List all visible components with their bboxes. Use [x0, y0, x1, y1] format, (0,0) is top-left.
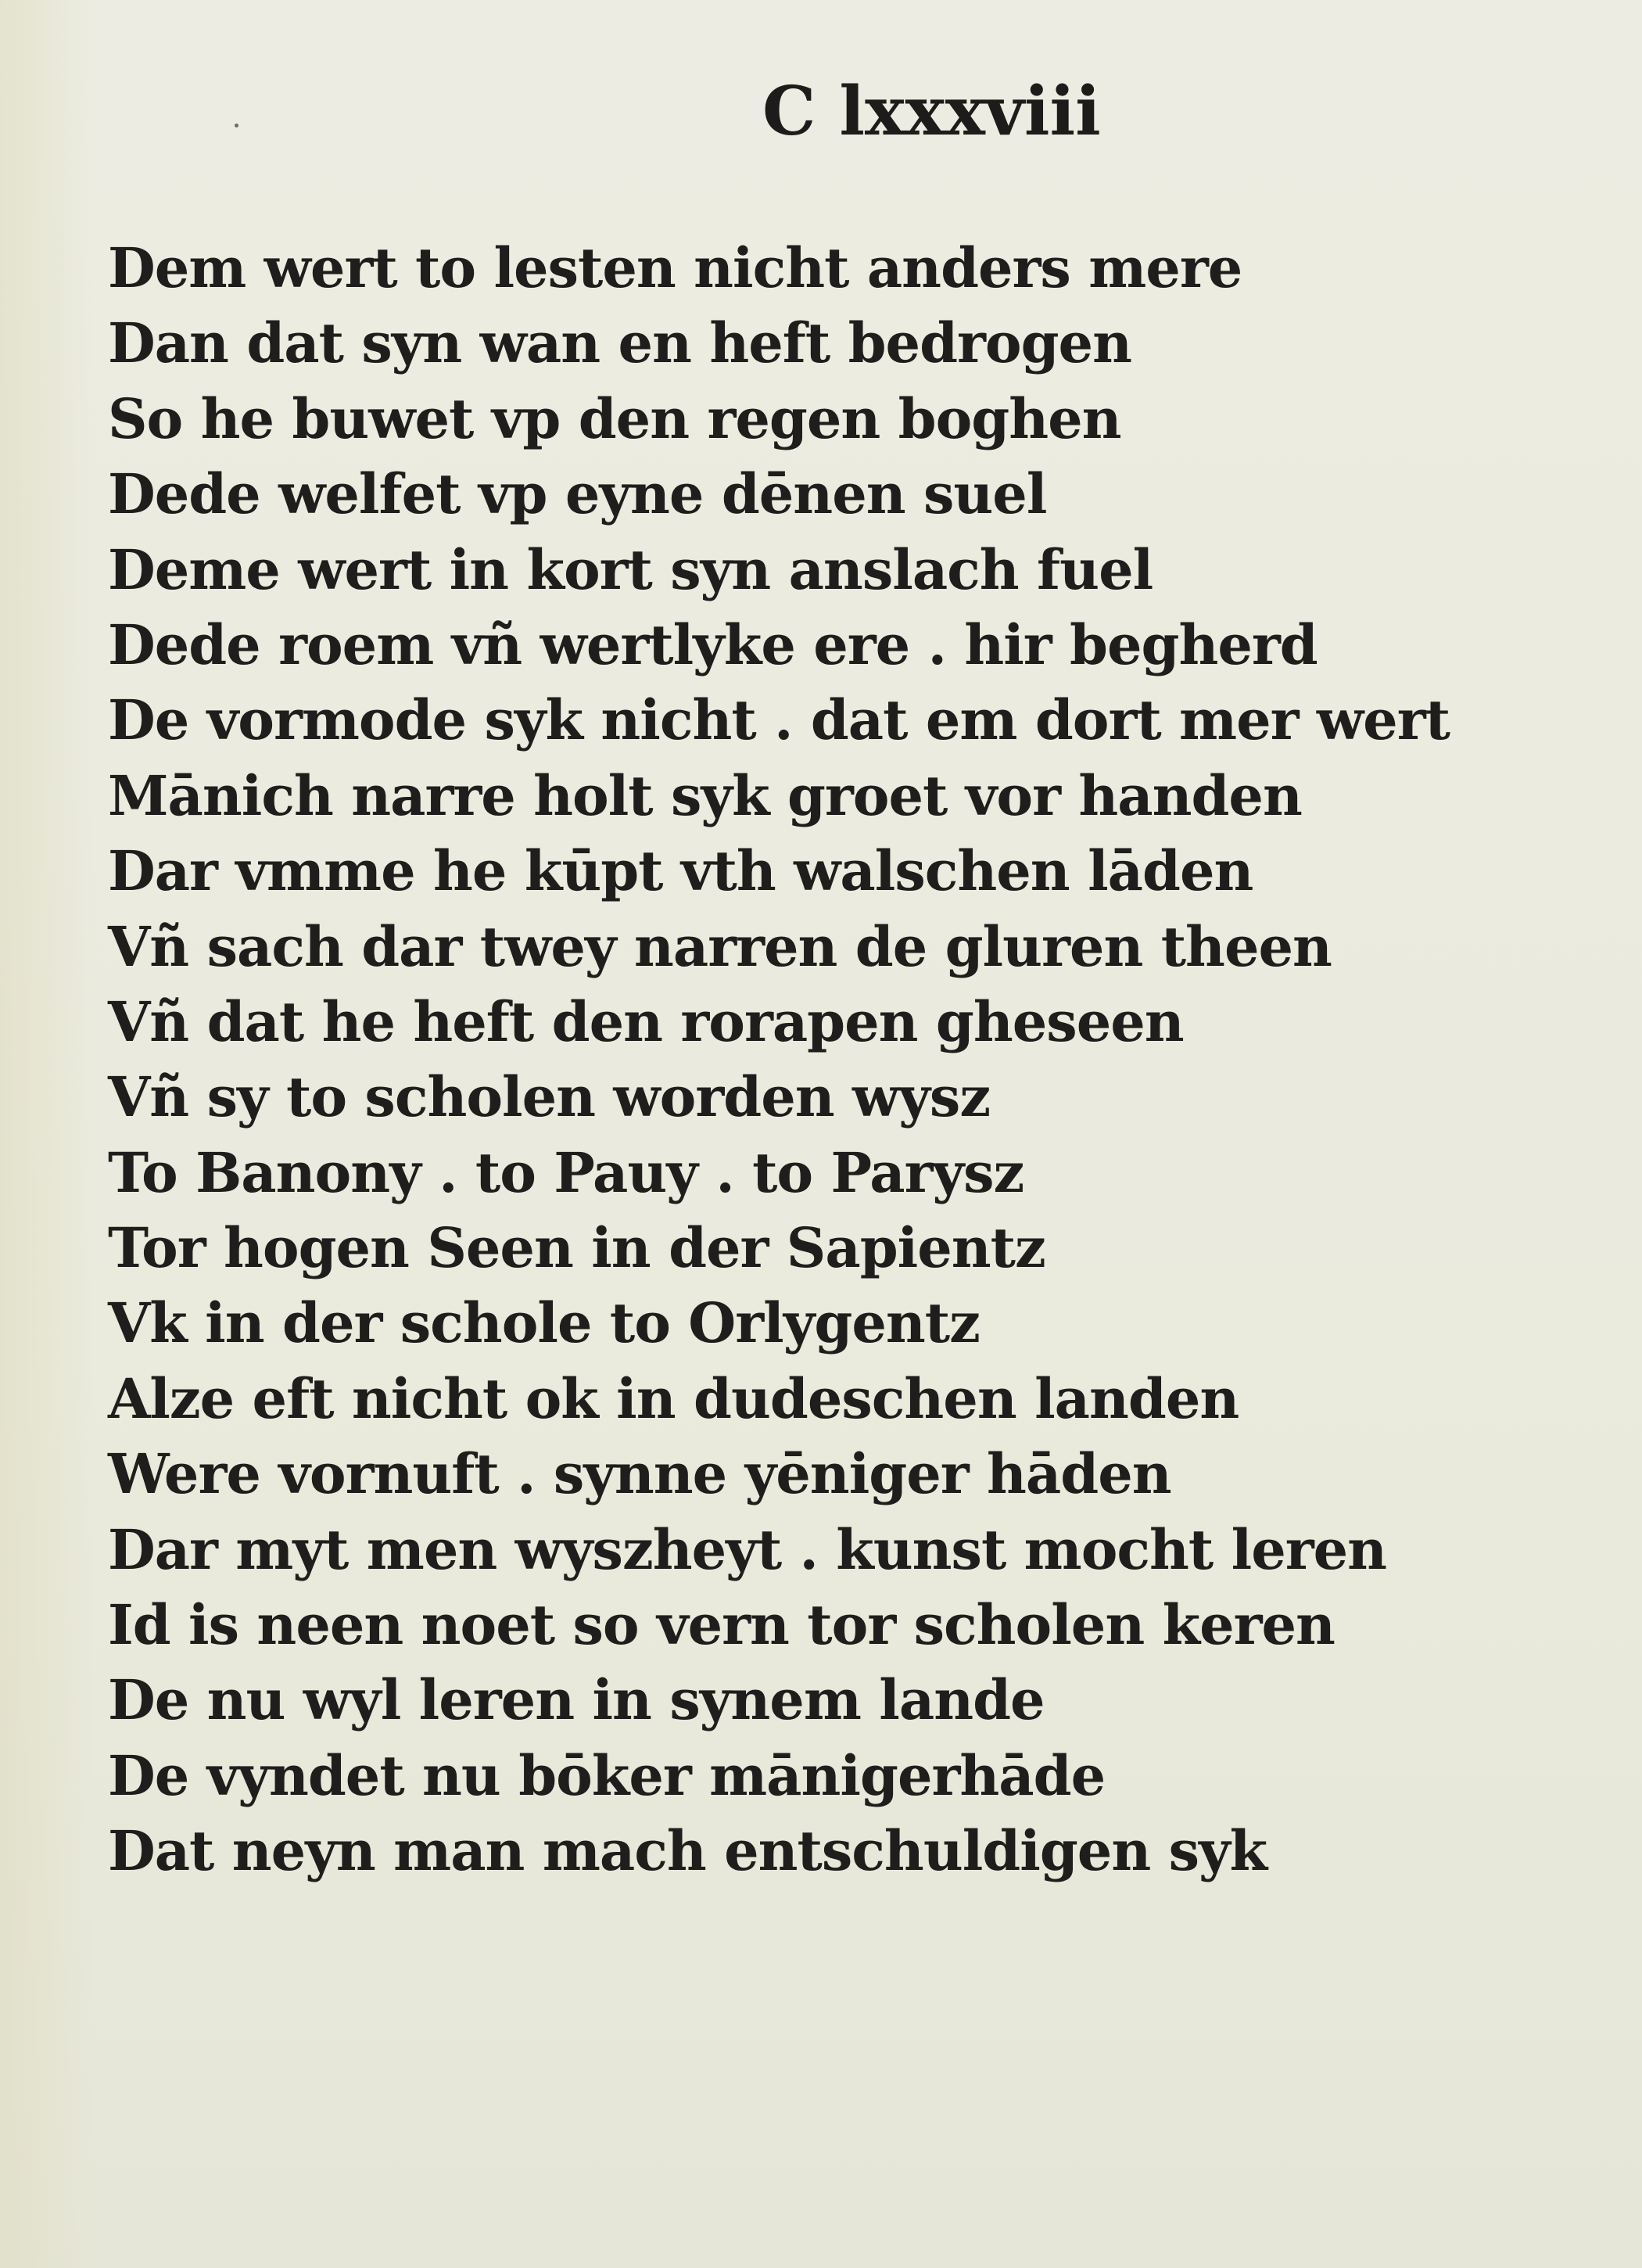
verse-line: Vñ sy to scholen worden wysz: [108, 1064, 991, 1130]
verse-line: Mānich narre holt syk groet vor handen: [108, 763, 1302, 828]
verse-line: To Banony . to Pauy . to Parysz: [108, 1139, 1024, 1205]
verse-line: Alze eft nicht ok in dudeschen landen: [108, 1365, 1239, 1431]
folio-number: C lxxxviii: [762, 72, 1101, 151]
verse-line: Vñ dat he heft den rorapen gheseen: [108, 989, 1184, 1054]
verse-line: Dede roem vñ wertlyke ere . hir begherd: [108, 612, 1318, 677]
verse-line: Id is neen noet so vern tor scholen keren: [108, 1592, 1335, 1658]
verse-line: Dede welfet vp eyne dēnen suel: [108, 461, 1047, 527]
verse-line: Dat neyn man mach entschuldigen syk: [108, 1818, 1267, 1884]
verse-line: Vk in der schole to Orlygentz: [108, 1290, 980, 1356]
verse-line: Dan dat syn wan en heft bedrogen: [108, 310, 1131, 376]
verse-line: So he buwet vp den regen boghen: [108, 386, 1121, 451]
paper-speck: [235, 124, 238, 127]
verse-line: Dar vmme he kūpt vth walschen lāden: [108, 838, 1253, 904]
verse-line: Tor hogen Seen in der Sapientz: [108, 1215, 1045, 1281]
verse-line: Were vornuft . synne yēniger hāden: [108, 1441, 1171, 1507]
verse-line: Deme wert in kort syn anslach fuel: [108, 536, 1153, 602]
verse-line: De vyndet nu bōker mānigerhāde: [108, 1742, 1106, 1808]
verse-block: [108, 231, 1594, 1889]
verse-line: Vñ sach dar twey narren de gluren theen: [108, 913, 1332, 979]
verse-line: De nu wyl leren in synem lande: [108, 1667, 1045, 1733]
verse-line: De vormode syk nicht . dat em dort mer wert: [108, 687, 1450, 753]
verse-line: Dar myt men wyszheyt . kunst mocht leren: [108, 1516, 1387, 1582]
verse-line: Dem wert to lesten nicht anders mere: [108, 235, 1242, 300]
